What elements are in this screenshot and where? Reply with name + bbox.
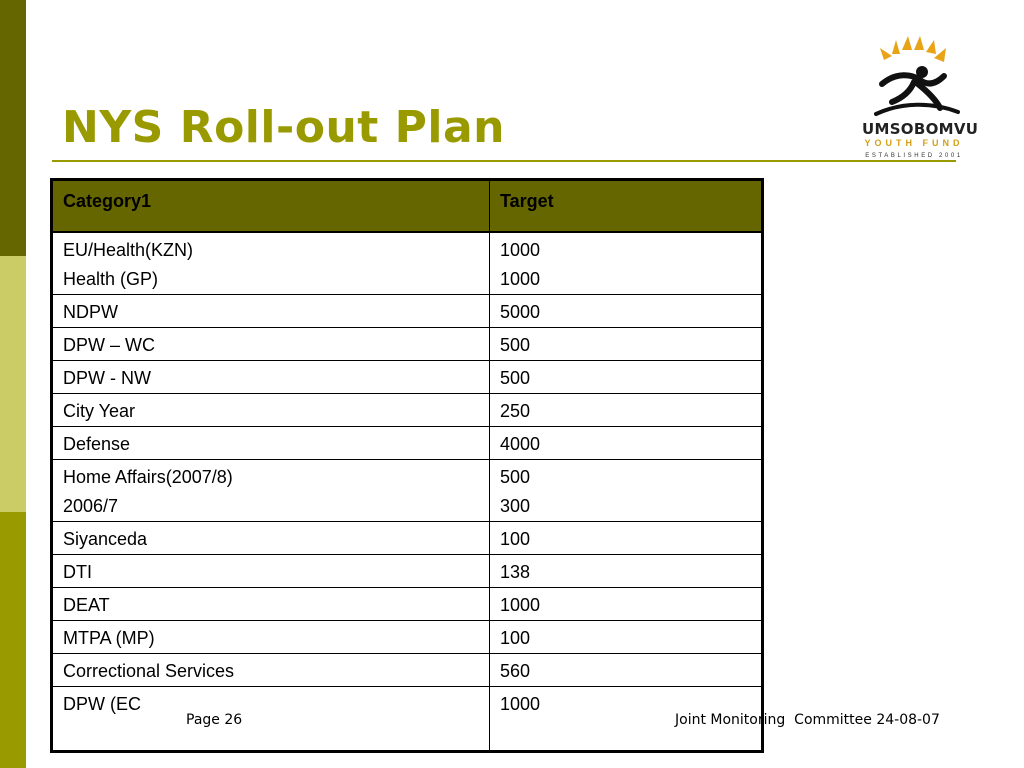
logo-name: UMSOBOMVU xyxy=(862,120,979,138)
target-cell xyxy=(490,653,763,686)
category-cell-line: DPW – WC xyxy=(63,334,155,355)
target-cell-line: 1000 xyxy=(500,268,541,289)
target-cell-line: 100 xyxy=(500,528,531,549)
target-cell xyxy=(490,294,763,327)
target-cell-line: 500 xyxy=(500,466,531,487)
target-cell xyxy=(490,521,763,554)
target-cell xyxy=(490,554,763,587)
target-cell-line: 1000 xyxy=(500,594,541,615)
category-cell xyxy=(52,232,490,295)
target-cell-line: 1000 xyxy=(500,239,541,260)
table-row xyxy=(52,459,763,521)
category-cell-line: City Year xyxy=(63,400,136,421)
logo-tagline: YOUTH FUND xyxy=(864,138,964,148)
category-cell xyxy=(52,459,490,521)
target-cell xyxy=(490,232,763,295)
sun-figure-icon xyxy=(862,32,966,120)
target-cell xyxy=(490,426,763,459)
target-cell-line: 500 xyxy=(500,334,531,355)
category-cell xyxy=(52,426,490,459)
target-cell-line: 4000 xyxy=(500,433,541,454)
table-row xyxy=(52,554,763,587)
target-cell-line: 1000 xyxy=(500,693,541,714)
target-cell xyxy=(490,360,763,393)
category-cell-line: 2006/7 xyxy=(63,495,119,516)
category-cell-line: Siyanceda xyxy=(63,528,148,549)
logo-established: ESTABLISHED 2001 xyxy=(865,153,963,159)
target-cell xyxy=(490,393,763,426)
table-row xyxy=(52,653,763,686)
table-row xyxy=(52,521,763,554)
category-cell xyxy=(52,521,490,554)
category-cell xyxy=(52,620,490,653)
page-number: Page 26 xyxy=(186,712,243,728)
table-row xyxy=(52,587,763,620)
target-cell xyxy=(490,587,763,620)
category-cell xyxy=(52,294,490,327)
category-cell xyxy=(52,686,490,751)
target-cell-line: 250 xyxy=(500,400,531,421)
category-cell-line: DPW - NW xyxy=(63,367,151,388)
table-row xyxy=(52,294,763,327)
category-cell xyxy=(52,653,490,686)
category-cell-line: DTI xyxy=(63,561,92,582)
target-cell xyxy=(490,327,763,360)
category-cell-line: Defense xyxy=(63,433,131,454)
side-band-top xyxy=(0,0,26,256)
column-header-category: Category1 xyxy=(52,180,490,232)
table-row xyxy=(52,393,763,426)
target-cell xyxy=(490,459,763,521)
target-cell xyxy=(490,620,763,653)
category-cell-line: Health (GP) xyxy=(63,268,159,289)
category-cell xyxy=(52,587,490,620)
title-underline xyxy=(52,160,956,162)
category-cell xyxy=(52,360,490,393)
footer-note: Joint Monitoring Committee 24-08-07 xyxy=(675,712,940,728)
category-cell-line: Correctional Services xyxy=(63,660,235,681)
table-row xyxy=(52,620,763,653)
umsobomvu-logo xyxy=(862,32,979,162)
table-row xyxy=(52,232,763,295)
category-cell xyxy=(52,327,490,360)
table-body xyxy=(52,232,763,752)
side-band-bottom xyxy=(0,512,26,768)
category-cell-line: MTPA (MP) xyxy=(63,627,155,648)
rollout-table xyxy=(50,178,764,753)
category-cell-line: DPW (EC xyxy=(63,693,141,714)
table-row xyxy=(52,426,763,459)
table-row xyxy=(52,360,763,393)
table-header-row xyxy=(52,180,763,232)
target-cell-line: 100 xyxy=(500,627,531,648)
target-cell-line: 5000 xyxy=(500,301,541,322)
column-header-target: Target xyxy=(490,180,763,232)
category-cell-line: DEAT xyxy=(63,594,110,615)
category-cell xyxy=(52,393,490,426)
target-cell-line: 560 xyxy=(500,660,531,681)
target-cell-line: 300 xyxy=(500,495,531,516)
target-cell-line: 500 xyxy=(500,367,531,388)
table-row xyxy=(52,686,763,751)
category-cell-line: Home Affairs(2007/8) xyxy=(63,466,233,487)
target-cell-line: 138 xyxy=(500,561,531,582)
category-cell xyxy=(52,554,490,587)
table-row xyxy=(52,327,763,360)
category-cell-line: NDPW xyxy=(63,301,118,322)
slide-title: NYS Roll-out Plan xyxy=(62,102,505,153)
side-band-middle xyxy=(0,256,26,512)
category-cell-line: EU/Health(KZN) xyxy=(63,239,194,260)
